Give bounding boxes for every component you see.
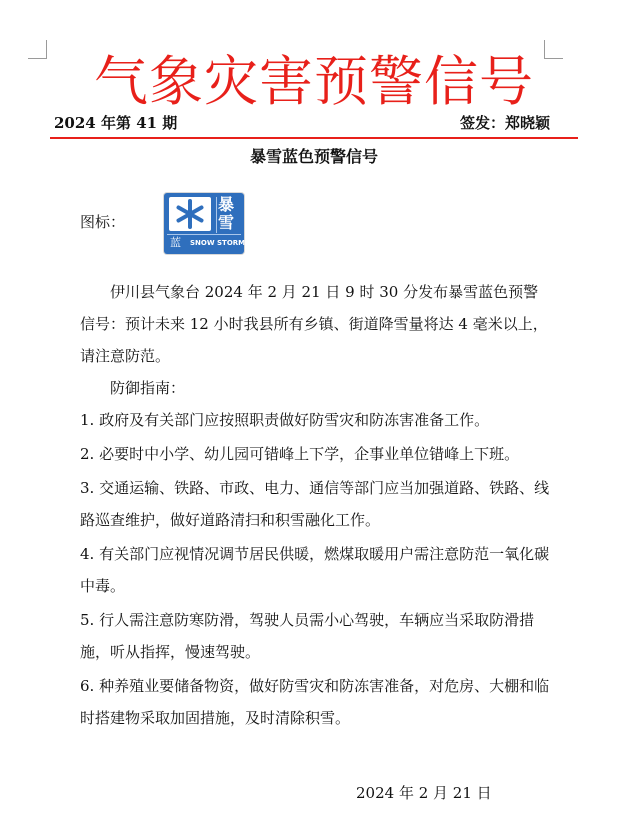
guide-item: 1. 政府及有关部门应按照职责做好防雪灾和防冻害准备工作。 [80,411,490,429]
icon-text-bao: 暴 [218,195,235,214]
guide-item: 2. 必要时中小学、幼儿园可错峰上下学，企事业单位错峰上下班。 [80,445,520,463]
issue-number: 2024 年第 41 期 [54,114,178,132]
masthead-title: 气象灾害预警信号 [94,50,534,113]
masthead-divider [50,137,578,139]
document-body [80,276,550,736]
icon-level-text: 蓝 [170,236,181,249]
guide-item: 6. 种养殖业要储备物资，做好防雪灾和防冻害准备，对危房、大棚和临时搭建物采取加固措施，及时清除积雪。 [80,677,550,727]
intro-paragraph: 伊川县气象台 2024 年 2 月 21 日 9 时 30 分发布暴雪蓝色预警信号：预计未来 12 小时我县所有乡镇、街道降雪量将达 4 毫米以上，请注意防范。 [80,283,548,365]
guide-item: 5. 行人需注意防寒防滑，驾驶人员需小心驾驶，车辆应当采取防滑措施，听从指挥，慢速驾驶。 [80,611,535,661]
issue-signer: 签发：郑晓颖 [459,114,550,132]
icon-text-xue: 雪 [218,213,235,232]
icon-english-text: SNOW STORM [190,239,246,247]
icon-label: 图标： [80,213,126,231]
document-title: 暴雪蓝色预警信号 [249,147,378,166]
issue-date: 2024 年 2 月 21 日 [356,784,492,802]
guide-item: 4. 有关部门应视情况调节居民供暖，燃煤取暖用户需注意防范一氧化碳中毒。 [80,545,550,595]
issue-row [52,113,552,133]
guide-heading: 防御指南： [110,379,186,397]
guide-item: 3. 交通运输、铁路、市政、电力、通信等部门应当加强道路、铁路、线路巡查维护，做好道路清扫和积雪融化工作。 [80,479,550,529]
snowstorm-blue-warning-icon [164,193,244,254]
